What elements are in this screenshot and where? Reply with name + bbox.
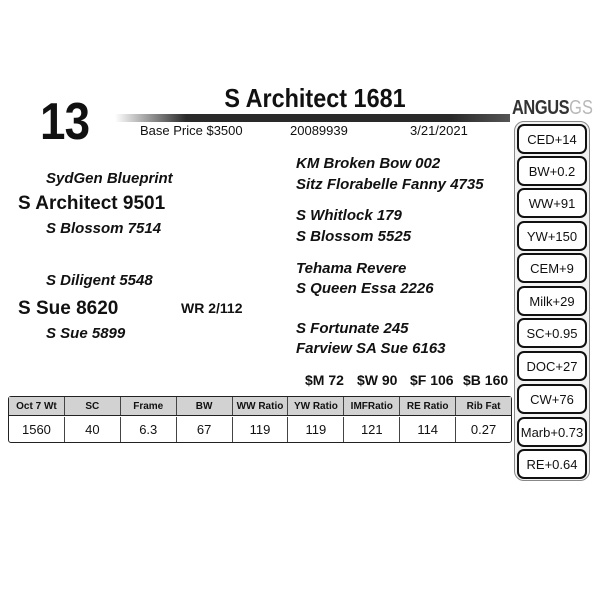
sire-sire-sire: KM Broken Bow 002 <box>296 155 441 172</box>
logo-angus-text: ANGUS <box>512 97 570 119</box>
header-cell: Rib Fat <box>466 400 501 412</box>
sire-dam-dam: S Blossom 5525 <box>296 228 412 245</box>
sire-sire: SydGen Blueprint <box>46 170 173 187</box>
value-cell: 67 <box>177 417 233 442</box>
epd-cem: CEM+9 <box>517 253 587 283</box>
index-weaning: $W 90 <box>357 372 398 388</box>
header-cell: SC <box>65 397 121 415</box>
epd-cw: CW+76 <box>517 384 587 414</box>
dam: S Sue 8620 <box>18 298 119 319</box>
epd-doc: DOC+27 <box>517 351 587 381</box>
header-cell: RE Ratio <box>400 397 456 415</box>
value-cell: 0.27 <box>470 422 497 437</box>
index-beef: $B 160 <box>463 372 509 388</box>
sire-sire-dam: Sitz Florabelle Fanny 4735 <box>296 176 484 193</box>
sire-dam: S Blossom 7514 <box>46 220 162 237</box>
value-cell: 119 <box>288 417 344 442</box>
index-feedlot: $F 106 <box>410 372 454 388</box>
header-cell: WW Ratio <box>233 397 289 415</box>
epd-ced: CED+14 <box>517 124 587 154</box>
performance-header-row <box>9 397 511 416</box>
dam-dam-sire: S Fortunate 245 <box>296 320 409 337</box>
epd-yw: YW+150 <box>517 221 587 251</box>
dam-dam-dam: Farview SA Sue 6163 <box>296 340 446 357</box>
birth-date: 3/21/2021 <box>410 123 468 138</box>
header-cell: Oct 7 Wt <box>9 397 65 415</box>
header-cell: BW <box>177 397 233 415</box>
lot-number: 13 <box>40 93 90 151</box>
header-cell: Frame <box>121 397 177 415</box>
epd-marb: Marb+0.73 <box>517 417 587 447</box>
value-cell: 40 <box>65 417 121 442</box>
epd-milk: Milk+29 <box>517 286 587 316</box>
dam-sire-dam: S Queen Essa 2226 <box>296 280 434 297</box>
dam-sire: S Diligent 5548 <box>46 272 153 289</box>
value-cell: 121 <box>344 417 400 442</box>
title-underline-bar <box>115 114 510 122</box>
value-cell: 119 <box>233 417 289 442</box>
value-cell: 1560 <box>9 417 65 442</box>
header-cell: IMFRatio <box>344 397 400 415</box>
value-cell: 6.3 <box>121 417 177 442</box>
registration-number: 20089939 <box>290 123 348 138</box>
header-cell: YW Ratio <box>288 397 344 415</box>
dam-sire-sire: Tehama Revere <box>296 260 407 277</box>
performance-value-row <box>9 417 511 442</box>
index-maternal: $M 72 <box>305 372 344 388</box>
dam-dam: S Sue 5899 <box>46 325 126 342</box>
epd-bw: BW+0.2 <box>517 156 587 186</box>
dam-weaning-ratio: WR 2/112 <box>181 300 243 316</box>
logo-gs-text: GS <box>569 97 593 119</box>
epd-sc: SC+0.95 <box>517 318 587 348</box>
sire-dam-sire: S Whitlock 179 <box>296 207 402 224</box>
performance-table <box>8 396 512 443</box>
sire: S Architect 9501 <box>18 193 166 214</box>
angus-gs-logo <box>512 96 593 120</box>
epd-ww: WW+91 <box>517 188 587 218</box>
epd-re: RE+0.64 <box>517 449 587 479</box>
animal-title: S Architect 1681 <box>224 83 406 113</box>
base-price: Base Price $3500 <box>140 123 243 138</box>
value-cell: 114 <box>400 417 456 442</box>
